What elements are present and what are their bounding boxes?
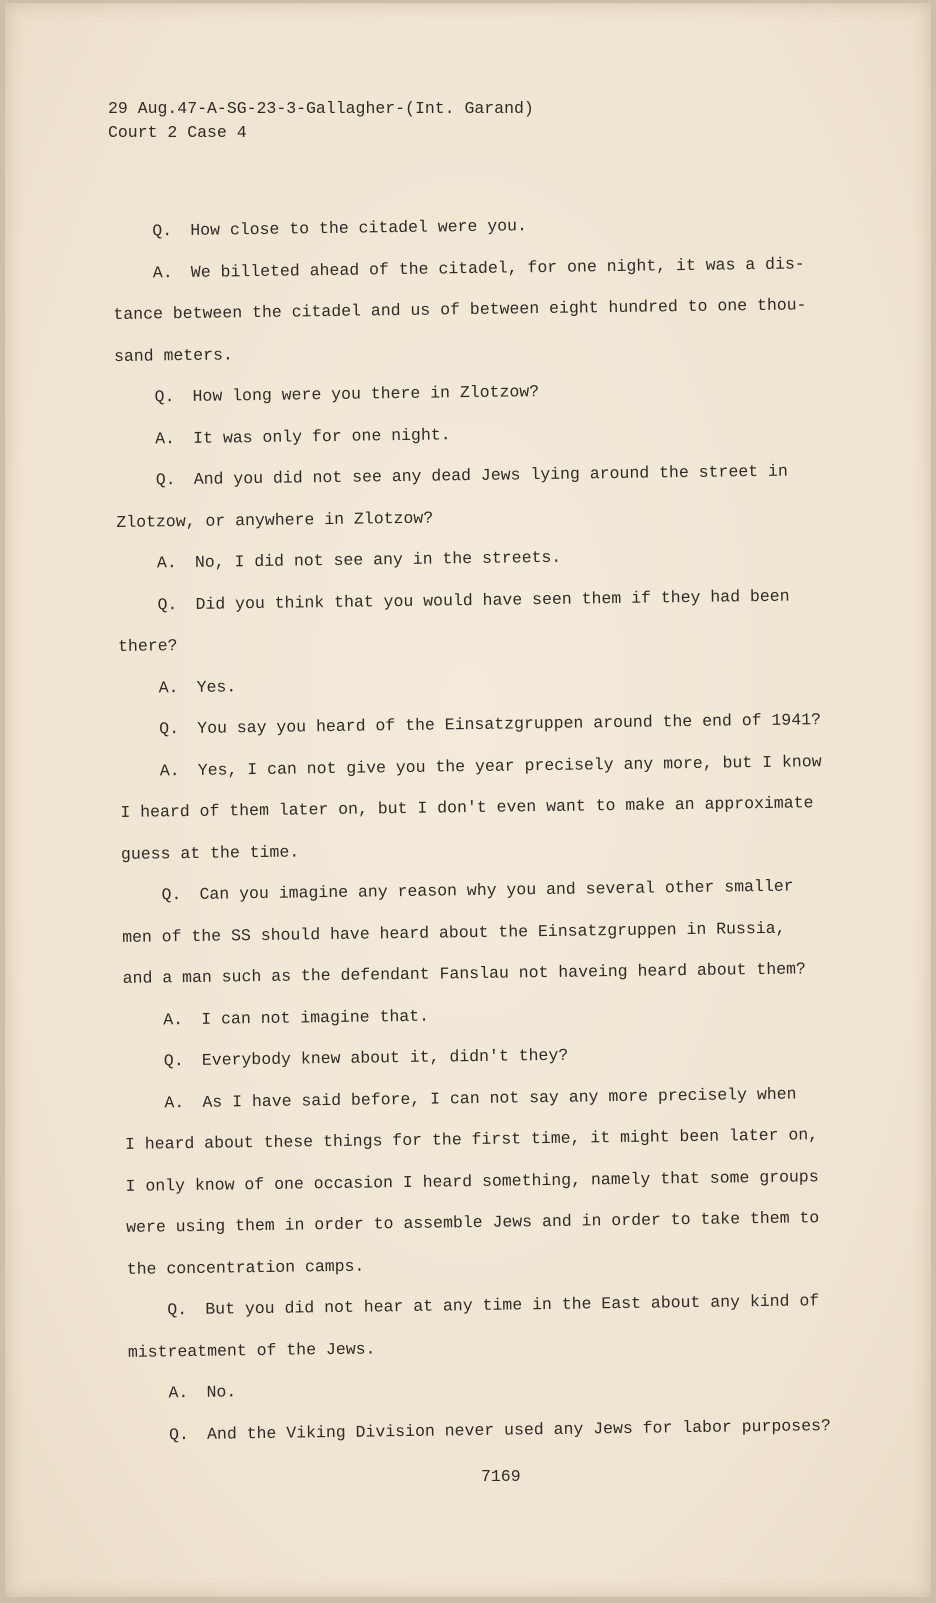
line-text: the concentration camps. [126,1256,365,1279]
speaker-label: Q. [167,1300,188,1320]
speaker-label: A. [155,428,176,448]
header-court-line: Court 2 Case 4 [108,123,247,142]
speaker-label: A. [159,760,180,780]
line-text: Can you imagine any reason why you and several other smaller [199,876,794,904]
speaker-label: Q. [159,719,180,739]
line-text: As I have said before, I can not say any more precisely when [202,1084,797,1112]
speaker-label: Q. [157,594,178,614]
line-text: men of the SS should have heard about the Einsatzgruppen in Russia, [122,918,786,947]
speaker-label: Q. [168,1424,190,1444]
speaker-label: Q. [154,387,175,407]
line-text: How long were you there in Zlotzow? [192,382,540,406]
line-text: were using them in order to assemble Jews and in order to take them to [126,1208,820,1237]
speaker-label: Q. [161,885,182,905]
line-text: You say you heard of the Einsatzgruppen around the end of 1941? [197,710,822,738]
speaker-label: Q. [152,221,173,241]
line-text: Yes. [196,676,237,697]
speaker-label: Q. [155,470,176,490]
line-text: But you did not hear at any time in the East about any kind of [205,1291,820,1319]
transcript-body [112,201,869,1456]
line-text: I can not imagine that. [201,1006,430,1029]
line-text: tance between the citadel and us of between eight hundred to one thou- [113,295,807,324]
speaker-label: A. [152,262,173,282]
speaker-label: A. [163,1009,184,1029]
speaker-label: A. [156,553,177,573]
line-text: And you did not see any dead Jews lying around the street in [193,461,788,489]
line-text: I only know of one occasion I heard something, namely that some groups [125,1166,819,1196]
speaker-label: A. [158,677,179,697]
line-text: No. [206,1382,237,1402]
line-text: I heard of them later on, but I don't even want to make an approximate [120,793,814,822]
line-text: And the Viking Division never used any Jews for labor purposes? [206,1415,831,1444]
line-text: We billeted ahead of the citadel, for one night, it was a dis- [190,253,805,282]
line-text: It was only for one night. [193,424,451,448]
line-text: sand meters. [113,344,233,366]
line-text: Yes, I can not give you the year precisely any more, but I know [197,751,822,780]
line-text: Everybody knew about it, didn't they? [201,1045,569,1070]
line-text: How close to the citadel were you. [190,216,528,240]
line-text: and a man such as the defendant Fanslau not haveing heard about them? [122,959,807,988]
line-text: Zlotzow, or anywhere in Zlotzow? [116,508,434,532]
line-text: guess at the time. [120,841,300,864]
line-text: mistreatment of the Jews. [127,1338,376,1362]
header-session-line: 29 Aug.47-A-SG-23-3-Gallagher-(Int. Garand) [108,99,534,118]
speaker-label: A. [168,1383,189,1403]
page-number: 7169 [481,1467,521,1486]
line-text: No, I did not see any in the streets. [194,547,562,572]
line-text: I heard about these things for the first time, it might been later on, [124,1125,819,1154]
speaker-label: A. [164,1092,185,1112]
transcript-header [108,97,534,145]
line-text: there? [117,636,178,656]
line-text: Did you think that you would have seen them if they had been [195,586,790,614]
document-page [5,3,931,1597]
speaker-label: Q. [163,1051,184,1071]
